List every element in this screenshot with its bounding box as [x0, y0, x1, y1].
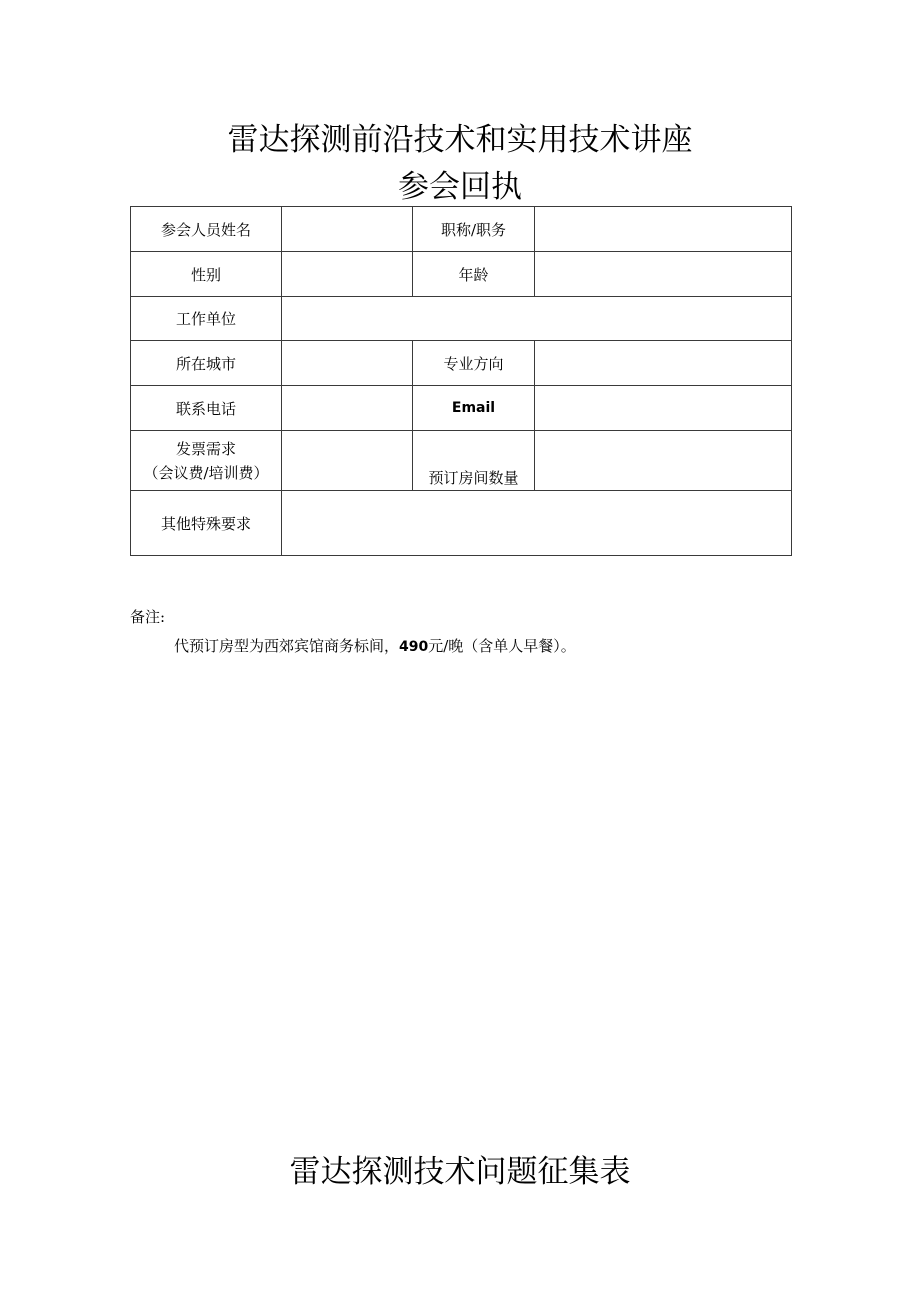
invoice-label-line1: 发票需求 — [175, 439, 236, 458]
name-label: 参会人员姓名 — [131, 207, 282, 252]
gender-field[interactable] — [282, 252, 413, 297]
document-subtitle: 参会回执 — [398, 169, 522, 205]
phone-label: 联系电话 — [131, 386, 282, 431]
notes-label: 备注: — [130, 608, 166, 626]
name-field[interactable] — [282, 207, 413, 252]
city-label: 所在城市 — [131, 341, 282, 386]
notes-text-after: 元/晚（含单人早餐）。 — [428, 637, 576, 655]
room-price: 490 — [399, 639, 429, 655]
city-field[interactable] — [282, 341, 413, 386]
form-row-city — [131, 341, 792, 386]
invoice-field[interactable] — [282, 431, 413, 491]
document-title: 雷达探测前沿技术和实用技术讲座 — [227, 122, 693, 158]
form-row-other — [131, 491, 792, 556]
form-row-gender — [131, 252, 792, 297]
invoice-label-line2: （会议费/培训费） — [143, 463, 269, 482]
room-count-label: 预订房间数量 — [413, 431, 535, 491]
age-label: 年龄 — [413, 252, 535, 297]
form-row-workplace — [131, 297, 792, 341]
email-label: Email — [413, 386, 535, 431]
phone-field[interactable] — [282, 386, 413, 431]
notes-section — [130, 606, 576, 656]
workplace-field[interactable] — [282, 297, 792, 341]
form-row-name — [131, 207, 792, 252]
title-position-label: 职称/职务 — [413, 207, 535, 252]
age-field[interactable] — [535, 252, 792, 297]
notes-text — [130, 635, 576, 656]
form-row-phone — [131, 386, 792, 431]
registration-form-table — [130, 206, 792, 556]
other-requirements-label: 其他特殊要求 — [131, 491, 282, 556]
gender-label: 性别 — [131, 252, 282, 297]
specialty-label: 专业方向 — [413, 341, 535, 386]
form-row-invoice — [131, 431, 792, 491]
invoice-label — [131, 431, 282, 491]
notes-text-before: 代预订房型为西郊宾馆商务标间， — [174, 637, 400, 655]
title-position-field[interactable] — [535, 207, 792, 252]
workplace-label: 工作单位 — [131, 297, 282, 341]
second-document-title: 雷达探测技术问题征集表 — [289, 1154, 631, 1190]
room-count-field[interactable] — [535, 431, 792, 491]
other-requirements-field[interactable] — [282, 491, 792, 556]
specialty-field[interactable] — [535, 341, 792, 386]
email-field[interactable] — [535, 386, 792, 431]
